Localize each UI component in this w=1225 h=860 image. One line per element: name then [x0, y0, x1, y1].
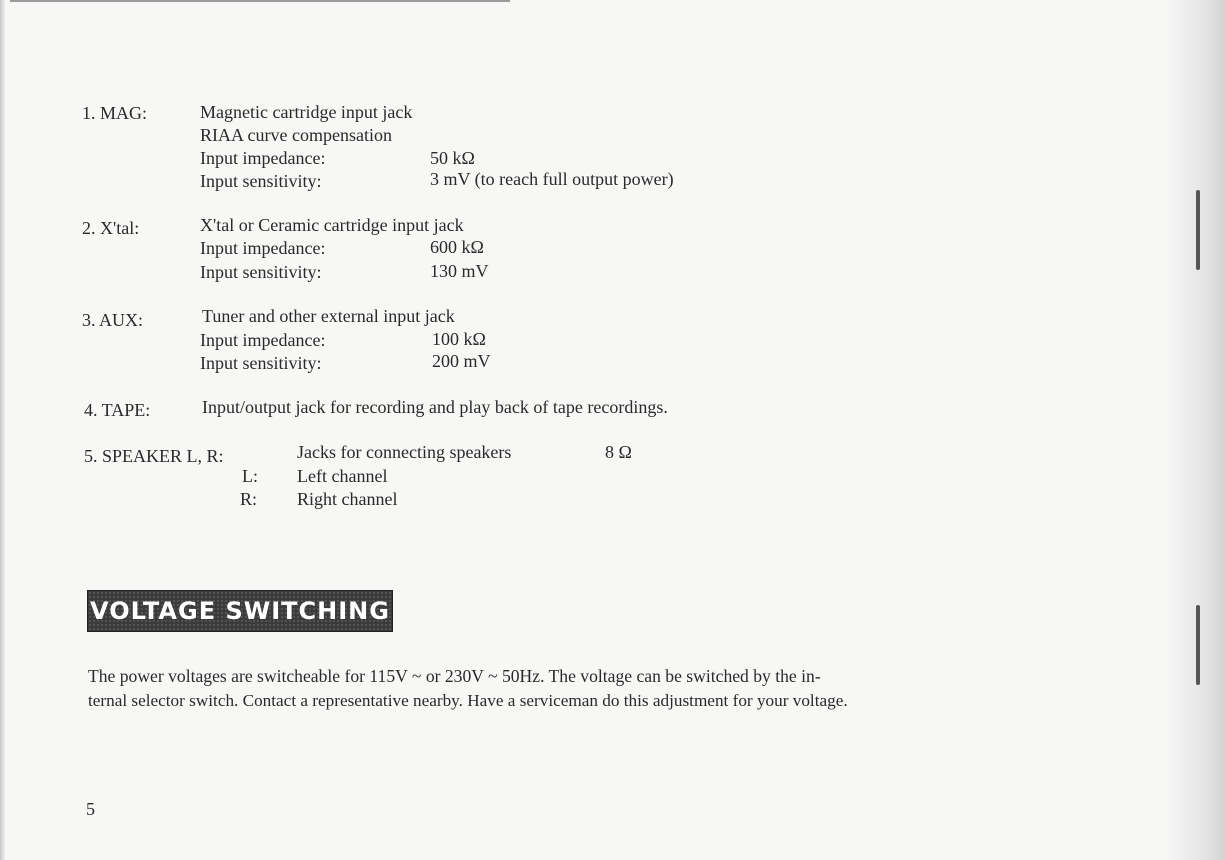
- item-desc: RIAA curve compensation: [200, 125, 392, 145]
- spec-value: 100 kΩ: [432, 329, 486, 349]
- section-title: VOLTAGE SWITCHING: [90, 597, 390, 625]
- spec-name: Input sensitivity:: [200, 353, 322, 373]
- spec-value: 3 mV (to reach full output power): [430, 169, 674, 189]
- item-desc: Jacks for connecting speakers: [297, 442, 512, 462]
- item-desc: Tuner and other external input jack: [202, 306, 455, 326]
- page-left-edge: [0, 0, 5, 860]
- spec-value: 130 mV: [430, 261, 489, 281]
- page-top-edge: [10, 0, 510, 2]
- binding-mark: [1196, 190, 1200, 270]
- spec-name: Input impedance:: [200, 148, 326, 168]
- item-label-xtal: 2. X'tal:: [82, 218, 140, 238]
- item-value: 8 Ω: [605, 442, 632, 462]
- item-label-aux: 3. AUX:: [82, 310, 144, 330]
- spec-name: Input impedance:: [200, 238, 326, 258]
- spec-name: Input sensitivity:: [200, 262, 322, 282]
- spec-value: 600 kΩ: [430, 237, 484, 257]
- section-banner: [87, 590, 393, 632]
- binding-mark: [1196, 605, 1200, 685]
- sub-text: Left channel: [297, 466, 388, 486]
- page-right-edge: [1165, 0, 1225, 860]
- item-desc: Input/output jack for recording and play back of tape recordings.: [202, 397, 668, 417]
- sub-name: R:: [240, 489, 258, 509]
- item-label-speaker: 5. SPEAKER L, R:: [84, 446, 224, 466]
- item-label-tape: 4. TAPE:: [84, 400, 151, 420]
- item-desc: Magnetic cartridge input jack: [200, 102, 413, 122]
- page-number: 5: [86, 799, 95, 819]
- body-line: ternal selector switch. Contact a representative nearby. Have a serviceman do this adjustment for your voltage.: [88, 691, 848, 710]
- item-label-mag: 1. MAG:: [82, 103, 148, 123]
- sub-text: Right channel: [297, 489, 398, 509]
- spec-value: 50 kΩ: [430, 148, 475, 168]
- body-line: The power voltages are switcheable for 115V ~ or 230V ~ 50Hz. The voltage can be switched by the in-: [88, 666, 821, 686]
- spec-value: 200 mV: [432, 351, 491, 371]
- item-desc: X'tal or Ceramic cartridge input jack: [200, 215, 464, 235]
- spec-name: Input sensitivity:: [200, 171, 322, 191]
- sub-name: L:: [242, 466, 258, 486]
- spec-name: Input impedance:: [200, 330, 326, 350]
